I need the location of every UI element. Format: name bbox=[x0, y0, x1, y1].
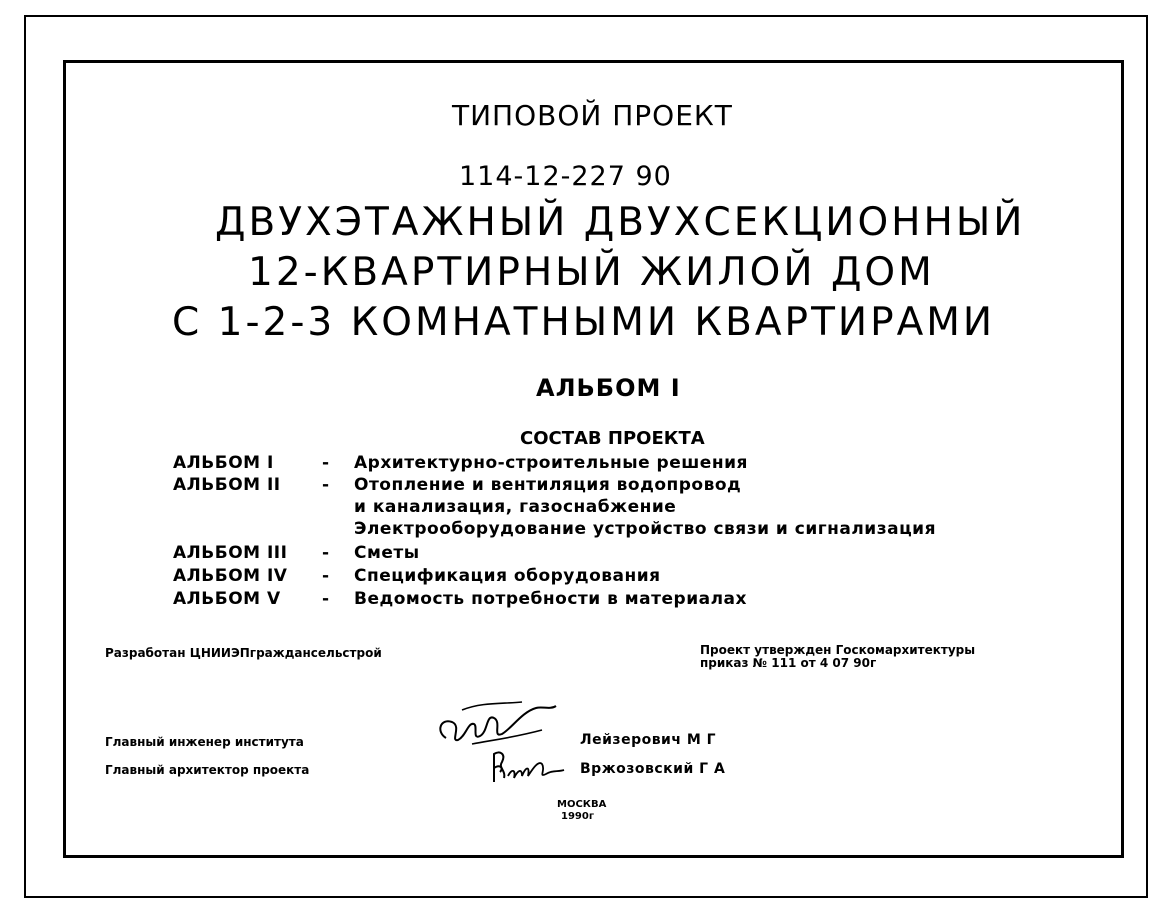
title-line-1: ДВУХЭТАЖНЫЙ ДВУХСЕКЦИОННЫЙ bbox=[215, 200, 1026, 245]
composition-line: Спецификация оборудования bbox=[354, 566, 661, 586]
composition-album: АЛЬБОМ II bbox=[173, 475, 281, 495]
composition-line: и канализация, газоснабжение bbox=[354, 497, 677, 517]
composition-line: Архитектурно-строительные решения bbox=[354, 453, 748, 473]
project-number: 114-12-227 90 bbox=[459, 161, 672, 192]
signature-mark-chief-engineer bbox=[432, 700, 562, 750]
approval-line-2: приказ № 111 от 4 07 90г bbox=[700, 656, 877, 670]
composition-dash: - bbox=[322, 453, 330, 473]
composition-album: АЛЬБОМ I bbox=[173, 453, 274, 473]
developed-by: Разработан ЦНИИЭПграждансельстрой bbox=[105, 646, 382, 660]
composition-line: Отопление и вентиляция водопровод bbox=[354, 475, 742, 495]
composition-line: Сметы bbox=[354, 543, 420, 563]
signature-role: Главный инженер института bbox=[105, 735, 304, 749]
composition-dash: - bbox=[322, 589, 330, 609]
signature-name: Вржозовский Г А bbox=[580, 761, 726, 777]
composition-dash: - bbox=[322, 566, 330, 586]
composition-album: АЛЬБОМ III bbox=[173, 543, 288, 563]
composition-line: Электрооборудование устройство связи и сигнализация bbox=[354, 519, 936, 539]
signature-mark-chief-architect bbox=[488, 748, 568, 788]
composition-line: Ведомость потребности в материалах bbox=[354, 589, 747, 609]
approval-line-1: Проект утвержден Госкомархитектуры bbox=[700, 643, 976, 657]
composition-heading: СОСТАВ ПРОЕКТА bbox=[520, 428, 705, 449]
city: МОСКВА bbox=[557, 799, 607, 810]
composition-dash: - bbox=[322, 543, 330, 563]
signature-role: Главный архитектор проекта bbox=[105, 763, 310, 777]
composition-dash: - bbox=[322, 475, 330, 495]
year: 1990г bbox=[561, 811, 595, 822]
title-line-2: 12-КВАРТИРНЫЙ ЖИЛОЙ ДОМ bbox=[248, 250, 935, 295]
header-line-1: ТИПОВОЙ ПРОЕКТ bbox=[452, 99, 733, 132]
signature-name: Лейзерович М Г bbox=[580, 732, 717, 748]
album-label: АЛЬБОМ I bbox=[536, 374, 681, 402]
title-line-3: С 1-2-3 КОМНАТНЫМИ КВАРТИРАМИ bbox=[172, 300, 996, 345]
composition-album: АЛЬБОМ IV bbox=[173, 566, 288, 586]
composition-album: АЛЬБОМ V bbox=[173, 589, 281, 609]
